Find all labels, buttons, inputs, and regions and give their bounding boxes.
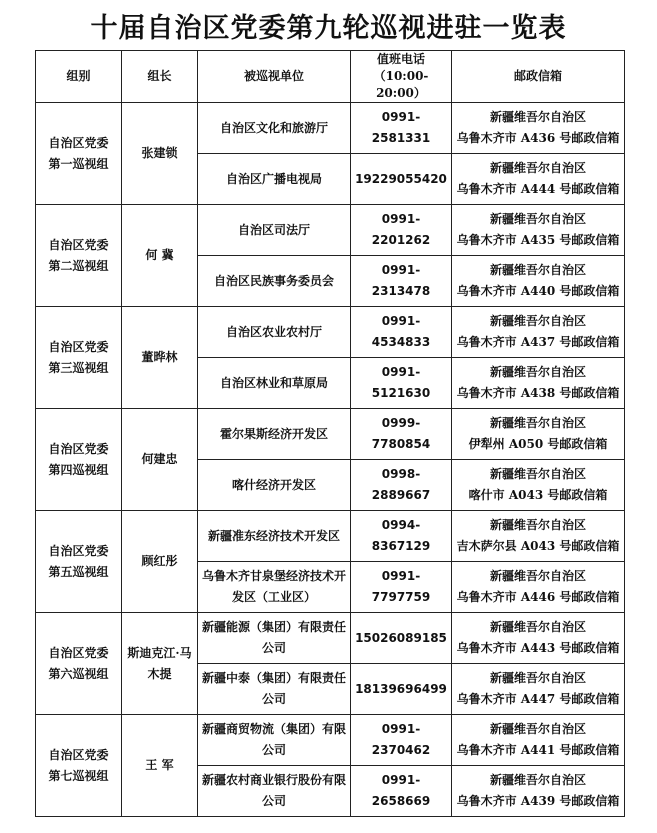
table-row bbox=[36, 409, 625, 460]
mailbox-region: 新疆维吾尔自治区 bbox=[489, 365, 586, 379]
group-name-line1: 自治区党委 bbox=[48, 441, 109, 456]
duty-phone: 0991-2658669 bbox=[351, 766, 452, 817]
group-leader: 斯迪克江·马木提 bbox=[122, 613, 198, 715]
table-row bbox=[36, 307, 625, 358]
postal-mailbox bbox=[452, 103, 625, 154]
postal-mailbox bbox=[452, 154, 625, 205]
postal-mailbox bbox=[452, 766, 625, 817]
duty-phone: 0991-4534833 bbox=[351, 307, 452, 358]
mailbox-number: 乌鲁木齐市 A437 号邮政信箱 bbox=[456, 335, 620, 349]
group-name-line1: 自治区党委 bbox=[48, 645, 109, 660]
duty-phone: 0991-7797759 bbox=[351, 562, 452, 613]
postal-mailbox bbox=[452, 460, 625, 511]
duty-phone: 0991-2370462 bbox=[351, 715, 452, 766]
header-group: 组别 bbox=[36, 51, 122, 103]
inspected-unit: 新疆准东经济技术开发区 bbox=[198, 511, 351, 562]
group-name-line2: 第二巡视组 bbox=[48, 258, 109, 273]
mailbox-region: 新疆维吾尔自治区 bbox=[489, 263, 586, 277]
postal-mailbox bbox=[452, 307, 625, 358]
postal-mailbox bbox=[452, 664, 625, 715]
inspected-unit: 喀什经济开发区 bbox=[198, 460, 351, 511]
header-row bbox=[36, 51, 625, 103]
table-row bbox=[36, 103, 625, 154]
mailbox-number: 乌鲁木齐市 A446 号邮政信箱 bbox=[456, 590, 620, 604]
mailbox-number: 乌鲁木齐市 A435 号邮政信箱 bbox=[456, 233, 620, 247]
table-row bbox=[36, 715, 625, 766]
inspected-unit: 新疆农村商业银行股份有限公司 bbox=[198, 766, 351, 817]
mailbox-number: 伊犁州 A050 号邮政信箱 bbox=[468, 437, 608, 451]
mailbox-number: 乌鲁木齐市 A441 号邮政信箱 bbox=[456, 743, 620, 757]
duty-phone: 19229055420 bbox=[351, 154, 452, 205]
page-title: 十届自治区党委第九轮巡视进驻一览表 bbox=[90, 13, 567, 44]
inspected-unit: 新疆中泰（集团）有限责任公司 bbox=[198, 664, 351, 715]
mailbox-number: 喀什市 A043 号邮政信箱 bbox=[468, 488, 608, 502]
group-leader: 张建锁 bbox=[122, 103, 198, 205]
inspected-unit: 自治区司法厅 bbox=[198, 205, 351, 256]
table-row bbox=[36, 205, 625, 256]
mailbox-number: 吉木萨尔县 A043 号邮政信箱 bbox=[456, 539, 620, 553]
duty-phone: 0999-7780854 bbox=[351, 409, 452, 460]
postal-mailbox bbox=[452, 613, 625, 664]
group-name-line2: 第一巡视组 bbox=[48, 156, 109, 171]
duty-phone: 0998-2889667 bbox=[351, 460, 452, 511]
inspected-unit: 霍尔果斯经济开发区 bbox=[198, 409, 351, 460]
mailbox-number: 乌鲁木齐市 A443 号邮政信箱 bbox=[456, 641, 620, 655]
header-unit: 被巡视单位 bbox=[198, 51, 351, 103]
postal-mailbox bbox=[452, 715, 625, 766]
group-leader: 何建忠 bbox=[122, 409, 198, 511]
duty-phone: 0991-2581331 bbox=[351, 103, 452, 154]
mailbox-region: 新疆维吾尔自治区 bbox=[489, 671, 586, 685]
mailbox-region: 新疆维吾尔自治区 bbox=[489, 722, 586, 736]
inspected-unit: 自治区广播电视局 bbox=[198, 154, 351, 205]
mailbox-region: 新疆维吾尔自治区 bbox=[489, 773, 586, 787]
group-leader: 董晔林 bbox=[122, 307, 198, 409]
group-name-cell bbox=[36, 409, 122, 511]
duty-phone: 0991-2313478 bbox=[351, 256, 452, 307]
table-body bbox=[36, 103, 625, 817]
mailbox-region: 新疆维吾尔自治区 bbox=[489, 416, 586, 430]
group-leader: 何 冀 bbox=[122, 205, 198, 307]
mailbox-region: 新疆维吾尔自治区 bbox=[489, 161, 586, 175]
mailbox-region: 新疆维吾尔自治区 bbox=[489, 110, 586, 124]
group-name-line1: 自治区党委 bbox=[48, 135, 109, 150]
mailbox-number: 乌鲁木齐市 A439 号邮政信箱 bbox=[456, 794, 620, 808]
duty-phone: 15026089185 bbox=[351, 613, 452, 664]
mailbox-number: 乌鲁木齐市 A447 号邮政信箱 bbox=[456, 692, 620, 706]
group-name-line1: 自治区党委 bbox=[48, 543, 109, 558]
duty-phone: 0994-8367129 bbox=[351, 511, 452, 562]
header-leader: 组长 bbox=[122, 51, 198, 103]
duty-phone: 0991-5121630 bbox=[351, 358, 452, 409]
header-phone bbox=[351, 51, 452, 103]
mailbox-number: 乌鲁木齐市 A440 号邮政信箱 bbox=[456, 284, 620, 298]
group-leader: 王 军 bbox=[122, 715, 198, 817]
mailbox-number: 乌鲁木齐市 A444 号邮政信箱 bbox=[456, 182, 620, 196]
group-name-cell bbox=[36, 715, 122, 817]
group-name-line1: 自治区党委 bbox=[48, 339, 109, 354]
inspected-unit: 新疆商贸物流（集团）有限公司 bbox=[198, 715, 351, 766]
group-name-cell bbox=[36, 103, 122, 205]
group-name-line1: 自治区党委 bbox=[48, 747, 109, 762]
inspected-unit: 自治区农业农村厅 bbox=[198, 307, 351, 358]
mailbox-region: 新疆维吾尔自治区 bbox=[489, 620, 586, 634]
inspected-unit: 新疆能源（集团）有限责任公司 bbox=[198, 613, 351, 664]
inspection-table bbox=[35, 50, 625, 817]
inspected-unit: 乌鲁木齐甘泉堡经济技术开发区（工业区） bbox=[198, 562, 351, 613]
header-phone-label: 值班电话 bbox=[376, 52, 425, 66]
group-name-line2: 第六巡视组 bbox=[48, 666, 109, 681]
duty-phone: 0991-2201262 bbox=[351, 205, 452, 256]
postal-mailbox bbox=[452, 256, 625, 307]
postal-mailbox bbox=[452, 562, 625, 613]
header-phone-hours: （10:00-20:00） bbox=[373, 69, 429, 100]
group-name-line2: 第七巡视组 bbox=[48, 768, 109, 783]
group-name-cell bbox=[36, 307, 122, 409]
group-name-line2: 第五巡视组 bbox=[48, 564, 109, 579]
postal-mailbox bbox=[452, 409, 625, 460]
inspected-unit: 自治区文化和旅游厅 bbox=[198, 103, 351, 154]
postal-mailbox bbox=[452, 205, 625, 256]
postal-mailbox bbox=[452, 511, 625, 562]
group-name-cell bbox=[36, 205, 122, 307]
mailbox-number: 乌鲁木齐市 A438 号邮政信箱 bbox=[456, 386, 620, 400]
table-row bbox=[36, 613, 625, 664]
header-mail: 邮政信箱 bbox=[452, 51, 625, 103]
mailbox-region: 新疆维吾尔自治区 bbox=[489, 467, 586, 481]
group-name-line2: 第三巡视组 bbox=[48, 360, 109, 375]
group-leader: 顾红彤 bbox=[122, 511, 198, 613]
group-name-line1: 自治区党委 bbox=[48, 237, 109, 252]
group-name-cell bbox=[36, 511, 122, 613]
group-name-cell bbox=[36, 613, 122, 715]
mailbox-number: 乌鲁木齐市 A436 号邮政信箱 bbox=[456, 131, 620, 145]
mailbox-region: 新疆维吾尔自治区 bbox=[489, 518, 586, 532]
duty-phone: 18139696499 bbox=[351, 664, 452, 715]
postal-mailbox bbox=[452, 358, 625, 409]
mailbox-region: 新疆维吾尔自治区 bbox=[489, 314, 586, 328]
mailbox-region: 新疆维吾尔自治区 bbox=[489, 569, 586, 583]
inspected-unit: 自治区民族事务委员会 bbox=[198, 256, 351, 307]
table-row bbox=[36, 511, 625, 562]
mailbox-region: 新疆维吾尔自治区 bbox=[489, 212, 586, 226]
group-name-line2: 第四巡视组 bbox=[48, 462, 109, 477]
inspected-unit: 自治区林业和草原局 bbox=[198, 358, 351, 409]
